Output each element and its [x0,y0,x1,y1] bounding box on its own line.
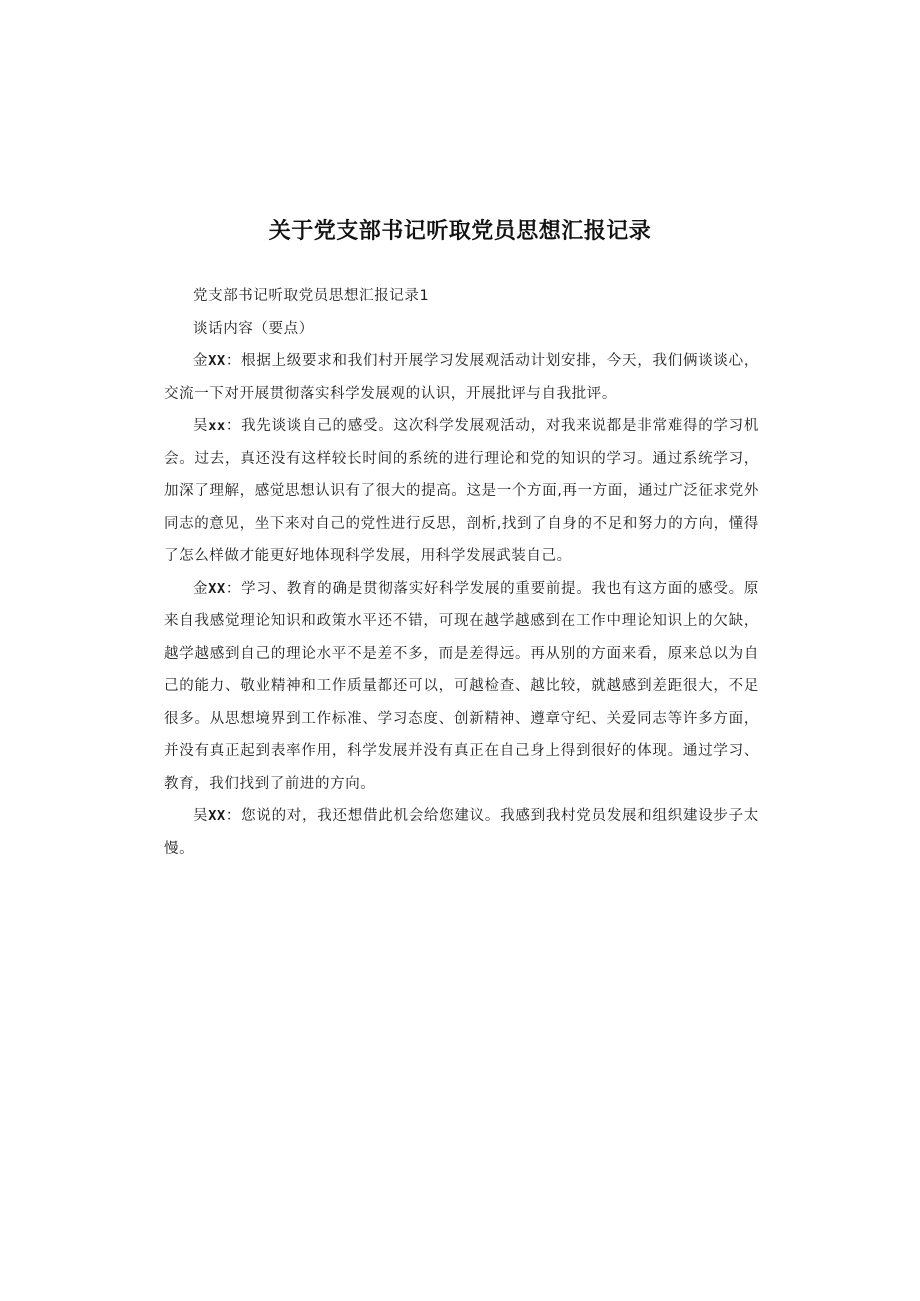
dialogue-paragraph [164,573,759,801]
speaker-surname: 金 [193,580,209,597]
document-body [164,280,759,865]
paragraph-text: ：我先谈谈自己的感受。这次科学发展观活动，对我来说都是非常难得的学习机会。过去，真还没有这样较长时间的系统的进行理论和党的知识的学习。通过系统学习，加深了理解，感觉思想认识有了很大的提高。这是一个方面,再一方面，通过广泛征求党外同志的意见，坐下来对自己的党性进行反思，剖析,找到了自身的不足和努力的方向，懂得了怎么样做才能更好地体现科学发展，用科学发展武装自己。 [164,418,760,564]
speaker-code: XX [208,808,226,824]
paragraph-text: ：学习、教育的确是贯彻落实好科学发展的重要前提。我也有这方面的感受。原来自我感觉理论知识和政策水平还不错，可现在越学越感到在工作中理论知识上的欠缺，越学越感到自己的理论水平不是差不多，而是差得远。再从别的方面来看，原来总以为自己的能力、敬业精神和工作质量都还可以，可越检查、越比较，就越感到差距很大，不足很多。从思想境界到工作标准、学习态度、创新精神、遵章守纪、关爱同志等许多方面，并没有真正起到表率作用，科学发展并没有真正在自己身上得到很好的体现。通过学习、教育，我们找到了前进的方向。 [164,580,760,792]
paragraph-text: ：根据上级要求和我们村开展学习发展观活动计划安排，今天，我们俩谈谈心，交流一下对开展贯彻落实科学发展观的认识，开展批评与自我批评。 [164,353,760,402]
speaker-surname: 吴 [193,808,209,824]
dialogue-paragraph [164,800,759,865]
speaker-surname: 金 [193,353,209,369]
document-title: 关于党支部书记听取党员思想汇报记录 [268,219,652,244]
paragraph-text: ：您说的对，我还想借此机会给您建议。我感到我村党员发展和组织建设步子太慢。 [164,808,760,857]
speaker-code: XX [208,580,226,597]
speaker-code: xx [208,418,226,434]
dialogue-paragraph [164,410,759,573]
section-label: 谈话内容（要点） [193,320,314,337]
speaker-surname: 吴 [193,418,209,434]
dialogue-paragraph [164,345,759,410]
record-heading: 党支部书记听取党员思想汇报记录1 [193,288,430,304]
speaker-code: XX [208,353,226,369]
